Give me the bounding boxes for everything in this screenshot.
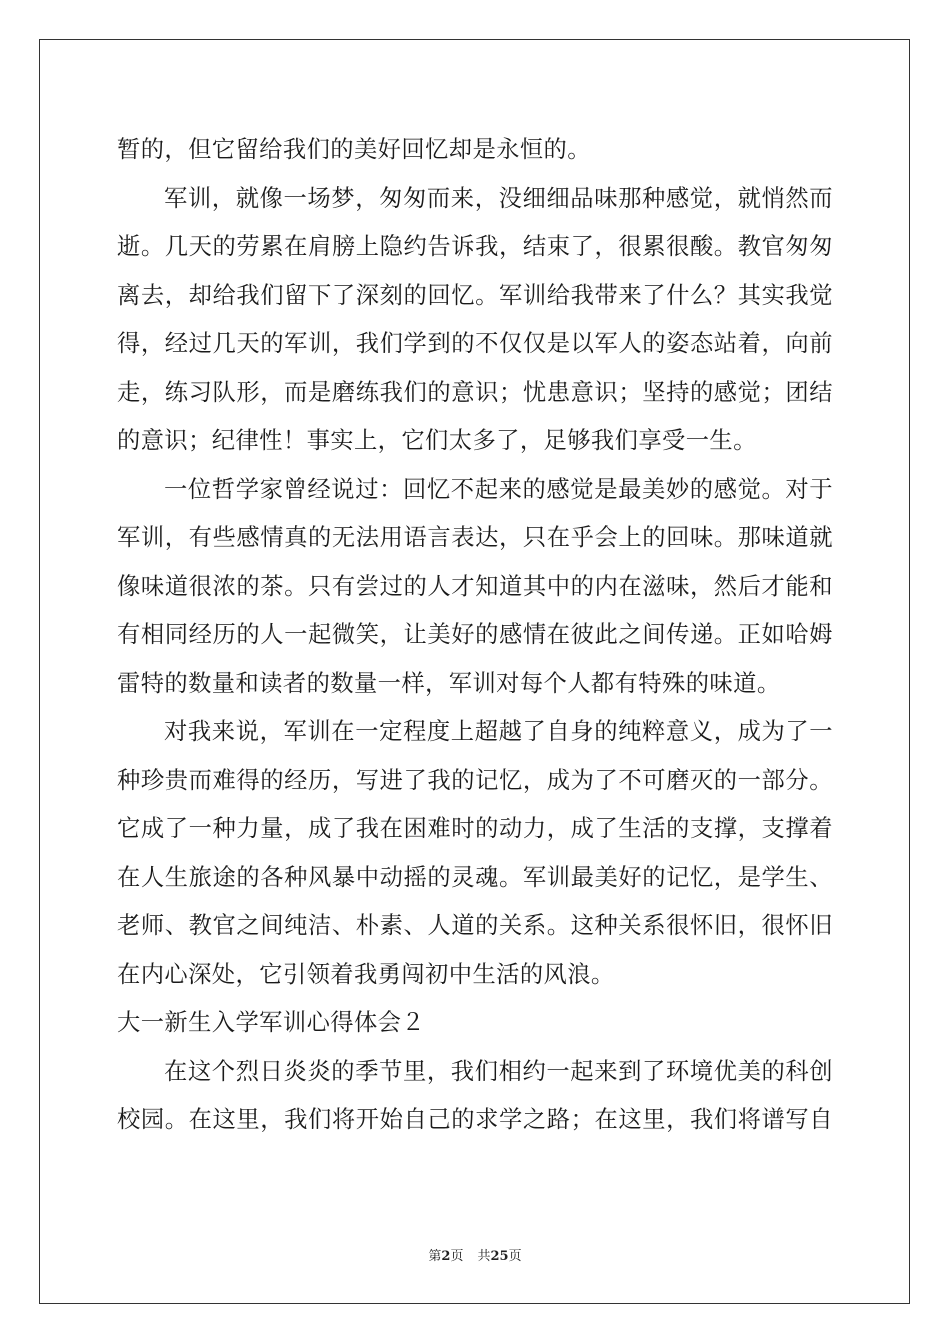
total-suffix: 页 <box>508 1249 522 1264</box>
text-line: 逝。几天的劳累在肩膀上隐约告诉我，结束了，很累很酸。教官匆匆 <box>117 233 833 260</box>
text-line: 走，练习队形，而是磨练我们的意识；忧患意识；坚持的感觉；团结 <box>117 378 833 406</box>
page-prefix: 第 <box>428 1249 442 1264</box>
section-heading: 大一新生入学军训心得体会２ <box>117 1009 426 1036</box>
document-body <box>117 126 833 1145</box>
text-line: 老师、教官之间纯洁、朴素、人道的关系。这种关系很怀旧，很怀旧 <box>117 912 833 939</box>
text-line: 离去，却给我们留下了深刻的回忆。军训给我带来了什么？其实我觉 <box>117 281 833 309</box>
text-line: 它成了一种力量，成了我在困难时的动力，成了生活的支撑，支撑着 <box>117 815 833 842</box>
text-line: 暂的，但它留给我们的美好回忆却是永恒的。 <box>117 136 591 163</box>
text-line: 得，经过几天的军训，我们学到的不仅仅是以军人的姿态站着，向前 <box>117 330 833 357</box>
text-line: 的意识；纪律性！事实上，它们太多了，足够我们享受一生。 <box>117 427 757 454</box>
text-line: 有相同经历的人一起微笑，让美好的感情在彼此之间传递。正如哈姆 <box>117 621 833 648</box>
total-prefix: 共 <box>477 1249 491 1264</box>
text-line: 一位哲学家曾经说过：回忆不起来的感觉是最美妙的感觉。对于 <box>164 475 833 503</box>
total-pages: 25 <box>490 1249 509 1264</box>
page-footer <box>0 1247 950 1267</box>
text-line: 像味道很浓的茶。只有尝过的人才知道其中的内在滋味，然后才能和 <box>117 572 833 600</box>
page-number: 2 <box>441 1249 451 1264</box>
text-line: 在内心深处，它引领着我勇闯初中生活的风浪。 <box>117 960 615 988</box>
page-suffix: 页 <box>450 1249 464 1264</box>
text-line: 军训，有些感情真的无法用语言表达，只在乎会上的回味。那味道就 <box>117 524 833 551</box>
text-line: 种珍贵而难得的经历，写进了我的记忆，成为了不可磨灭的一部分。 <box>117 766 833 794</box>
text-line: 对我来说，军训在一定程度上超越了自身的纯粹意义，成为了一 <box>164 718 833 745</box>
text-line: 军训，就像一场梦，匆匆而来，没细细品味那种感觉，就悄然而 <box>164 184 833 212</box>
text-line: 雷特的数量和读者的数量一样，军训对每个人都有特殊的味道。 <box>117 669 781 697</box>
text-line: 校园。在这里，我们将开始自己的求学之路；在这里，我们将谱写自 <box>117 1106 833 1133</box>
text-line: 在这个烈日炎炎的季节里，我们相约一起来到了环境优美的科创 <box>164 1057 833 1085</box>
text-line: 在人生旅途的各种风暴中动摇的灵魂。军训最美好的记忆，是学生、 <box>117 863 833 891</box>
